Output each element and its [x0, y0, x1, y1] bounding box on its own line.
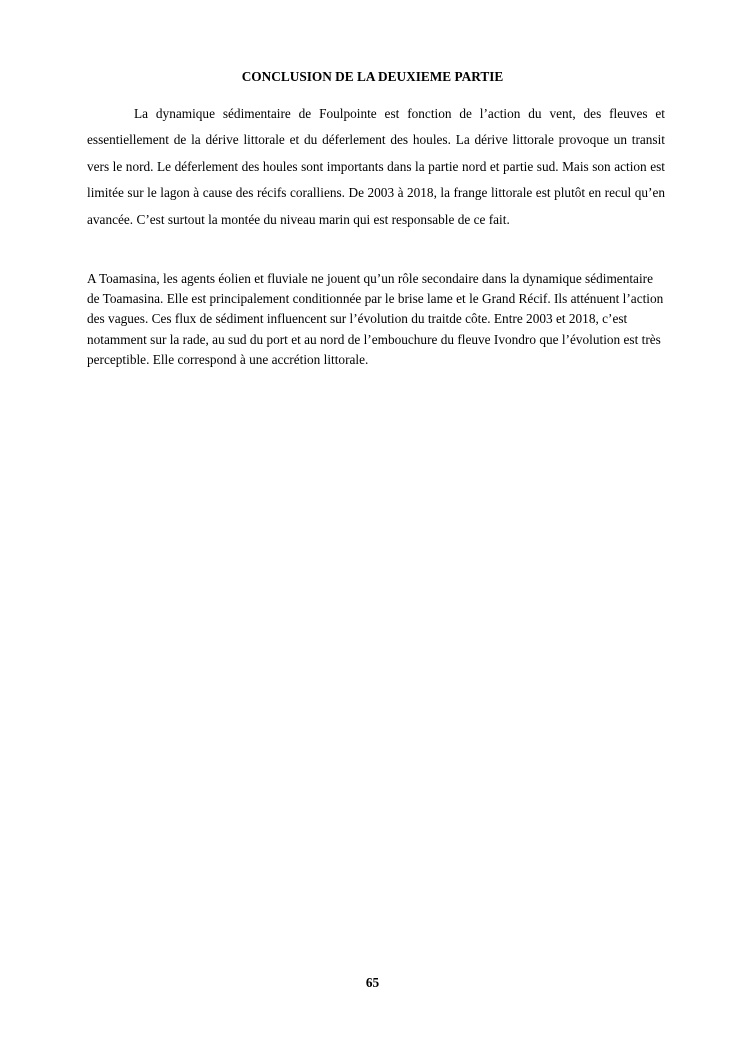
section-heading: CONCLUSION DE LA DEUXIEME PARTIE [241, 69, 504, 84]
page-number: 65 [365, 975, 380, 990]
paragraph-foulpointe: La dynamique sédimentaire de Foulpointe est fonction de l’action du vent, des fleuves et essentiellement de la dérive littorale et du déferlement des houles. La dérive littorale provoque un transit vers le nord. Le déferlement des houles sont importants dans la partie nord et partie sud. Mais son action est limitée sur le lagon à cause des récifs coralliens. De 2003 à 2018, la frange littorale est plutôt en recul qu’en avancée. C’est surtout la montée du niveau marin qui est responsable de ce fait. [87, 106, 665, 227]
paragraph-toamasina: A Toamasina, les agents éolien et fluviale ne jouent qu’un rôle secondaire dans la dynamique sédimentaire de Toamasina. Elle est principalement conditionnée par le brise lame et le Grand Récif. Ils atténuent l’action des vagues. Ces flux de sédiment influencent sur l’évolution du traitde côte. Entre 2003 et 2018, c’est notamment sur la rade, au sud du port et au nord de l’embouchure du fleuve Ivondro que l’évolution est très perceptible. Elle correspond à une accrétion littorale. [87, 271, 664, 367]
